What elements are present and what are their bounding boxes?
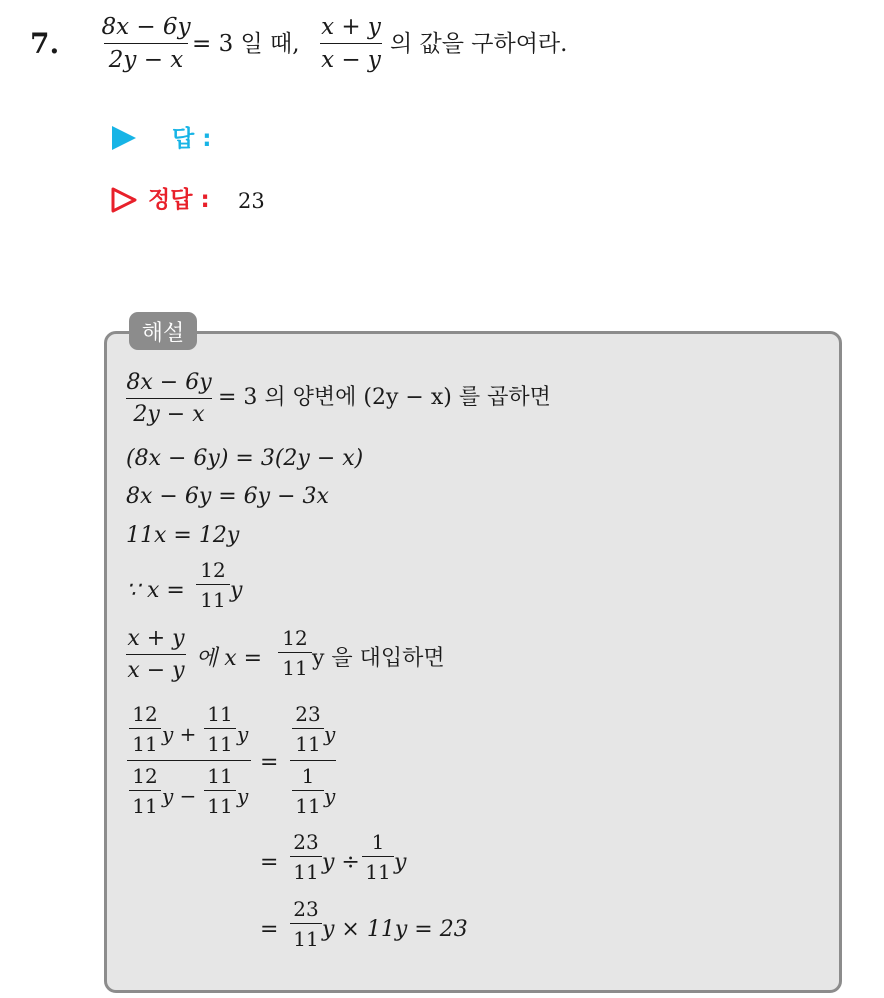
fraction-bar (196, 584, 230, 585)
fraction-bar (126, 654, 186, 655)
solution-line-4: 11x = 12y (126, 523, 240, 548)
fraction-numerator: 1 (301, 764, 315, 788)
fraction-denominator: 11 (132, 732, 158, 756)
condition-fraction (101, 14, 191, 73)
fraction-numerator: 1 (371, 830, 385, 854)
solution-line-6-suffix: y 을 대입하면 (312, 646, 445, 671)
fraction-denominator: 2y − x (133, 402, 205, 427)
fraction-numerator: 8x − 6y (126, 370, 212, 395)
solution-line-6-mid: 에 x = (196, 646, 263, 671)
fraction-numerator: 11 (207, 764, 233, 788)
fraction-denominator: 11 (282, 656, 308, 680)
solution-fraction-1 (126, 372, 212, 426)
solution-line-5-prefix: ∵ x = (126, 578, 185, 603)
condition-numerator: 8x − 6y (101, 14, 191, 40)
big-result-bar (290, 760, 336, 761)
target-denominator: x − y (321, 47, 381, 73)
big-fraction-d (204, 766, 236, 816)
fraction-denominator: 11 (293, 927, 319, 951)
line-8-fraction-a (290, 832, 322, 882)
fraction-numerator: 11 (207, 702, 233, 726)
line-8-end: y (394, 850, 407, 875)
solution-fraction-6a (126, 628, 186, 682)
fraction-numerator: 23 (293, 897, 319, 921)
fraction-denominator: 11 (295, 732, 321, 756)
correct-answer-label: 정답 : (148, 187, 210, 213)
question-text: 의 값을 구하여라. (390, 31, 568, 57)
target-numerator: x + y (321, 14, 381, 40)
fraction-bar (320, 43, 382, 44)
fraction-denominator: 11 (295, 794, 321, 818)
solution-fraction-5 (196, 560, 230, 610)
fraction-numerator: 12 (132, 702, 158, 726)
big-fraction-main-bar (127, 760, 251, 761)
fraction-bar (204, 790, 236, 791)
line-9-fraction (290, 899, 322, 949)
big-fraction-c-y: y − (162, 784, 197, 808)
answer-label: 답 : (172, 126, 212, 152)
solution-line-1-text: = 3 의 양변에 (2y − x) 를 곱하면 (218, 385, 551, 410)
question-number: 7. (30, 27, 60, 60)
big-fraction-b-y: y (237, 722, 249, 746)
line-9-end: y × 11y = 23 (322, 917, 468, 942)
fraction-numerator: 23 (293, 830, 319, 854)
solution-line-3: 8x − 6y = 6y − 3x (126, 484, 329, 509)
solution-fraction-6b (278, 628, 312, 678)
fraction-numerator: 12 (200, 558, 226, 582)
fraction-bar (126, 398, 212, 399)
fraction-bar (290, 856, 322, 857)
correct-answer-value: 23 (238, 189, 265, 213)
fraction-denominator: 11 (293, 860, 319, 884)
fraction-bar (290, 923, 322, 924)
big-fraction-a-y: y + (162, 722, 197, 746)
solution-line-2: (8x − 6y) = 3(2y − x) (126, 446, 364, 471)
fraction-bar (104, 43, 188, 44)
big-equals: = (260, 750, 279, 775)
play-triangle-icon (112, 126, 136, 150)
fraction-numerator: 23 (295, 702, 321, 726)
big-result-top-y: y (324, 722, 336, 746)
outline-triangle-icon (110, 186, 138, 214)
fraction-denominator: 11 (200, 588, 226, 612)
big-fraction-c (129, 766, 161, 816)
big-fraction-a (129, 704, 161, 754)
condition-denominator: 2y − x (108, 47, 184, 73)
fraction-numerator: x + y (127, 626, 185, 651)
fraction-bar (292, 728, 324, 729)
target-fraction (320, 16, 382, 72)
big-result-bottom-y: y (324, 784, 336, 808)
fraction-numerator: 12 (132, 764, 158, 788)
solution-line-5-suffix: y (230, 578, 243, 603)
big-result-bottom (292, 766, 324, 816)
fraction-denominator: 11 (365, 860, 391, 884)
big-fraction-d-y: y (237, 784, 249, 808)
fraction-bar (129, 790, 161, 791)
fraction-denominator: 11 (132, 794, 158, 818)
fraction-numerator: 12 (282, 626, 308, 650)
fraction-denominator: 11 (207, 732, 233, 756)
solution-tag: 해설 (129, 312, 197, 350)
condition-rhs: = 3 일 때, (192, 31, 300, 57)
big-result-top (292, 704, 324, 754)
fraction-bar (204, 728, 236, 729)
line-8-equals: = (260, 850, 279, 875)
fraction-denominator: 11 (207, 794, 233, 818)
fraction-bar (362, 856, 394, 857)
line-8-mid: y ÷ (322, 850, 360, 875)
big-fraction-b (204, 704, 236, 754)
fraction-bar (278, 652, 312, 653)
fraction-bar (292, 790, 324, 791)
fraction-bar (129, 728, 161, 729)
line-8-fraction-b (362, 832, 394, 882)
line-9-equals: = (260, 917, 279, 942)
fraction-denominator: x − y (127, 658, 185, 683)
